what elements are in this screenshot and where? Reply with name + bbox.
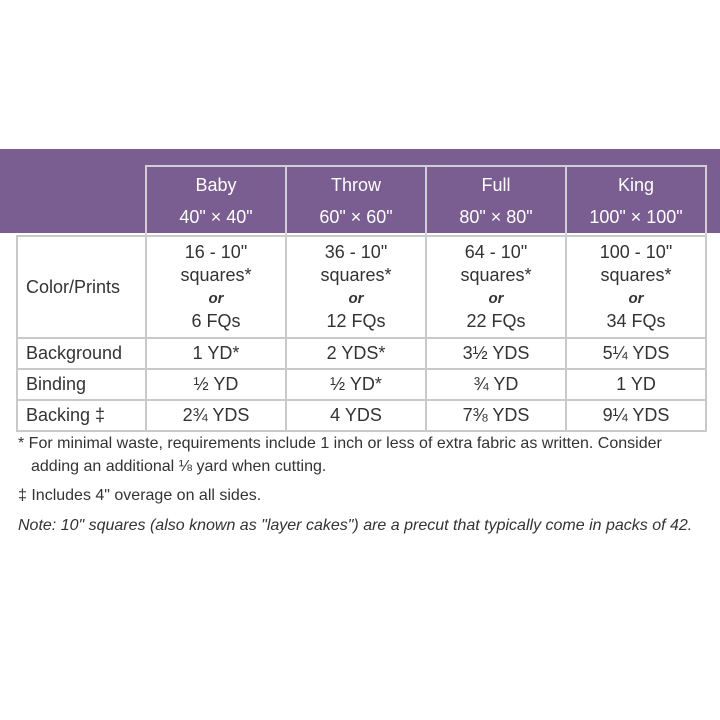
table-cell: 2 YDS* [286, 338, 426, 369]
table-cell: 3½ YDS [426, 338, 566, 369]
footnotes [18, 432, 708, 538]
table-cell [566, 236, 706, 338]
row-label: Background [17, 338, 146, 369]
size-name: King [617, 175, 655, 195]
fabric-requirements-table [16, 165, 707, 432]
cell-line: squares* [600, 265, 672, 285]
cell-line: 100 - 10" [599, 242, 673, 262]
size-dimensions: 100" × 100" [589, 207, 683, 227]
size-dimensions: 60" × 60" [319, 207, 393, 227]
table-cell: ¾ YD [426, 369, 566, 400]
cell-or: or [348, 290, 364, 307]
double-dagger-note: ‡ Includes 4" overage on all sides. [18, 487, 262, 504]
table-cell: ½ YD* [286, 369, 426, 400]
col-header-baby [146, 166, 286, 236]
layer-cake-note: Note: 10" squares (also known as "layer cakes") are a precut that typically come in packs of 42. [18, 517, 693, 534]
asterisk-note: * For minimal waste, requirements include 1 inch or less of extra fabric as written. Consider adding an additional ⅛ yard when cutting. [18, 435, 662, 475]
table-cell: 5¼ YDS [566, 338, 706, 369]
header-row [17, 166, 706, 236]
cell-or: or [208, 290, 224, 307]
table-cell [286, 236, 426, 338]
col-header-throw [286, 166, 426, 236]
table-cell: 1 YD* [146, 338, 286, 369]
cell-line: 16 - 10" [184, 242, 248, 262]
size-name: Baby [195, 175, 237, 195]
row-background [17, 338, 706, 369]
row-color-prints [17, 236, 706, 338]
cell-or: or [488, 290, 504, 307]
cell-or: or [628, 290, 644, 307]
size-dimensions: 40" × 40" [179, 207, 253, 227]
cell-line: 64 - 10" [464, 242, 528, 262]
table-cell: 7⅜ YDS [426, 400, 566, 431]
cell-line: 12 FQs [326, 311, 386, 331]
col-header-king [566, 166, 706, 236]
size-name: Full [481, 175, 511, 195]
cell-line: 22 FQs [466, 311, 526, 331]
cell-line: 34 FQs [606, 311, 666, 331]
cell-line: squares* [180, 265, 252, 285]
table-cell: ½ YD [146, 369, 286, 400]
size-name: Throw [330, 175, 381, 195]
cell-line: squares* [320, 265, 392, 285]
table-cell: 1 YD [566, 369, 706, 400]
table-cell [146, 236, 286, 338]
table-cell: 4 YDS [286, 400, 426, 431]
row-label: Backing ‡ [17, 400, 146, 431]
header-corner [17, 166, 146, 236]
table-cell: 9¼ YDS [566, 400, 706, 431]
col-header-full [426, 166, 566, 236]
table-cell [426, 236, 566, 338]
row-backing [17, 400, 706, 431]
table-cell: 2¾ YDS [146, 400, 286, 431]
cell-line: 36 - 10" [324, 242, 388, 262]
size-dimensions: 80" × 80" [459, 207, 533, 227]
cell-line: 6 FQs [191, 311, 241, 331]
row-label: Binding [17, 369, 146, 400]
row-binding [17, 369, 706, 400]
cell-line: squares* [460, 265, 532, 285]
row-label: Color/Prints [17, 236, 146, 338]
